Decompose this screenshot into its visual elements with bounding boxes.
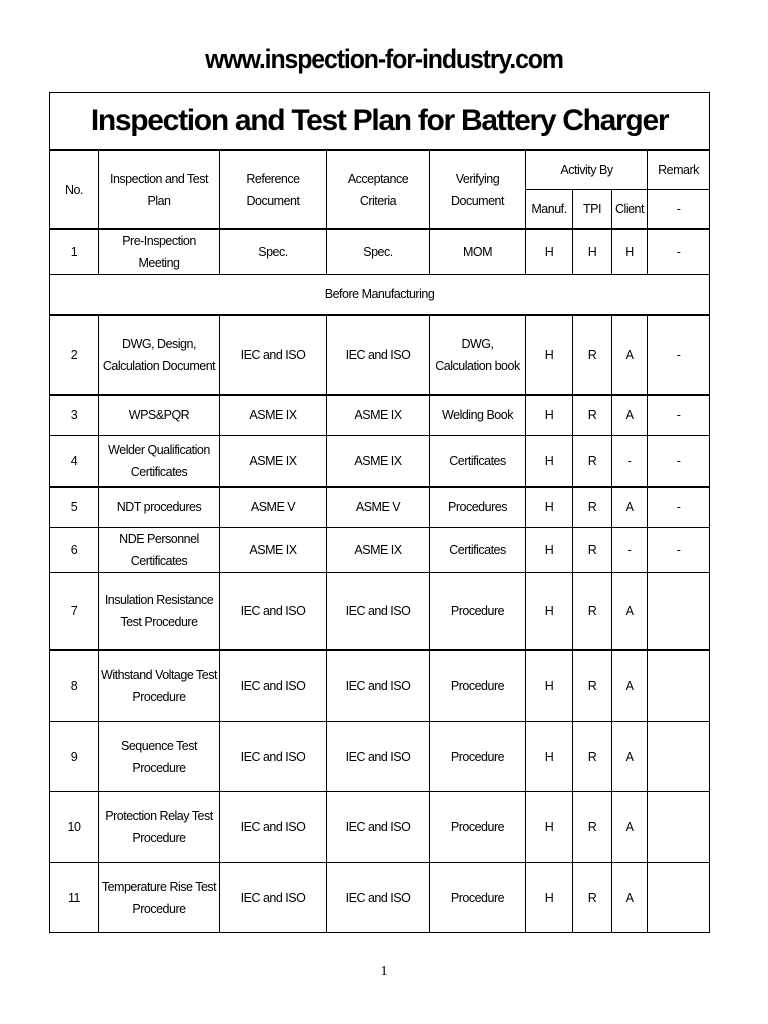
cell-ref: ASME IX	[220, 395, 327, 436]
cell-tpi: R	[573, 722, 612, 792]
header-verifying-document: Verifying Document	[430, 150, 526, 229]
cell-acc: ASME IX	[327, 395, 430, 436]
cell-ver: Welding Book	[430, 395, 526, 436]
cell-remark: -	[648, 395, 710, 436]
cell-acc: IEC and ISO	[327, 315, 430, 395]
cell-no: 5	[50, 487, 99, 528]
cell-client: A	[612, 650, 648, 722]
cell-client: -	[612, 436, 648, 487]
cell-client: A	[612, 315, 648, 395]
header-reference-document: Reference Document	[220, 150, 327, 229]
cell-manuf: H	[526, 722, 573, 792]
cell-ver: Procedure	[430, 573, 526, 650]
cell-manuf: H	[526, 315, 573, 395]
cell-ver: Certificates	[430, 528, 526, 573]
cell-manuf: H	[526, 792, 573, 863]
cell-manuf: H	[526, 395, 573, 436]
cell-itp: Withstand Voltage Test Procedure	[99, 650, 220, 722]
cell-client: A	[612, 722, 648, 792]
cell-client: A	[612, 863, 648, 933]
cell-client: A	[612, 792, 648, 863]
table-row	[50, 722, 710, 792]
header-tpi: TPI	[573, 189, 612, 229]
cell-no: 9	[50, 722, 99, 792]
cell-no: 11	[50, 863, 99, 933]
cell-manuf: H	[526, 487, 573, 528]
cell-itp: DWG, Design, Calculation Document	[99, 315, 220, 395]
cell-manuf: H	[526, 573, 573, 650]
cell-tpi: R	[573, 650, 612, 722]
cell-itp: NDT procedures	[99, 487, 220, 528]
header-remark: Remark	[648, 150, 710, 189]
cell-itp: Pre-Inspection Meeting	[99, 229, 220, 275]
section-row	[50, 275, 710, 315]
cell-no: 3	[50, 395, 99, 436]
section-label: Before Manufacturing	[50, 275, 710, 315]
cell-acc: IEC and ISO	[327, 792, 430, 863]
cell-no: 4	[50, 436, 99, 487]
cell-ref: IEC and ISO	[220, 650, 327, 722]
cell-itp: WPS&PQR	[99, 395, 220, 436]
cell-tpi: R	[573, 792, 612, 863]
cell-ref: ASME IX	[220, 436, 327, 487]
table-row	[50, 395, 710, 436]
cell-acc: IEC and ISO	[327, 722, 430, 792]
cell-no: 8	[50, 650, 99, 722]
cell-manuf: H	[526, 650, 573, 722]
cell-ver: Procedure	[430, 650, 526, 722]
cell-manuf: H	[526, 229, 573, 275]
cell-ref: IEC and ISO	[220, 792, 327, 863]
table-row	[50, 528, 710, 573]
cell-client: A	[612, 487, 648, 528]
cell-ref: IEC and ISO	[220, 315, 327, 395]
cell-acc: ASME IX	[327, 436, 430, 487]
cell-ver: Procedures	[430, 487, 526, 528]
site-url: www.inspection-for-industry.com	[205, 44, 563, 74]
cell-acc: ASME IX	[327, 528, 430, 573]
cell-acc: IEC and ISO	[327, 573, 430, 650]
cell-acc: IEC and ISO	[327, 863, 430, 933]
cell-no: 7	[50, 573, 99, 650]
cell-ver: Procedure	[430, 792, 526, 863]
cell-remark	[648, 722, 710, 792]
cell-client: -	[612, 528, 648, 573]
cell-client: A	[612, 573, 648, 650]
cell-acc: Spec.	[327, 229, 430, 275]
header-no: No.	[50, 150, 99, 229]
cell-ref: IEC and ISO	[220, 863, 327, 933]
cell-itp: NDE Personnel Certificates	[99, 528, 220, 573]
cell-tpi: R	[573, 315, 612, 395]
page-number: 1	[380, 964, 388, 979]
table-row	[50, 863, 710, 933]
header-activity-by: Activity By	[526, 150, 648, 189]
header-itp: Inspection and Test Plan	[99, 150, 220, 229]
cell-ref: IEC and ISO	[220, 722, 327, 792]
cell-client: H	[612, 229, 648, 275]
header-acceptance-criteria: Acceptance Criteria	[327, 150, 430, 229]
table-row	[50, 573, 710, 650]
cell-no: 2	[50, 315, 99, 395]
cell-manuf: H	[526, 863, 573, 933]
cell-no: 1	[50, 229, 99, 275]
cell-ref: Spec.	[220, 229, 327, 275]
cell-remark: -	[648, 229, 710, 275]
cell-manuf: H	[526, 436, 573, 487]
cell-client: A	[612, 395, 648, 436]
cell-acc: ASME V	[327, 487, 430, 528]
cell-tpi: R	[573, 487, 612, 528]
header-remark-sub: -	[648, 189, 710, 229]
cell-tpi: R	[573, 528, 612, 573]
cell-remark	[648, 792, 710, 863]
cell-ver: MOM	[430, 229, 526, 275]
cell-itp: Sequence Test Procedure	[99, 722, 220, 792]
table-row	[50, 792, 710, 863]
header-client: Client	[612, 189, 648, 229]
table-row	[50, 436, 710, 487]
cell-ref: ASME IX	[220, 528, 327, 573]
cell-ver: Procedure	[430, 863, 526, 933]
page-title: Inspection and Test Plan for Battery Charger	[50, 93, 710, 151]
cell-tpi: R	[573, 395, 612, 436]
cell-acc: IEC and ISO	[327, 650, 430, 722]
cell-tpi: R	[573, 436, 612, 487]
cell-remark	[648, 863, 710, 933]
cell-tpi: H	[573, 229, 612, 275]
cell-remark	[648, 573, 710, 650]
cell-ref: IEC and ISO	[220, 573, 327, 650]
cell-remark	[648, 650, 710, 722]
header-manuf: Manuf.	[526, 189, 573, 229]
table-row	[50, 315, 710, 395]
cell-manuf: H	[526, 528, 573, 573]
cell-no: 10	[50, 792, 99, 863]
cell-itp: Insulation Resistance Test Procedure	[99, 573, 220, 650]
cell-remark: -	[648, 528, 710, 573]
cell-tpi: R	[573, 863, 612, 933]
cell-tpi: R	[573, 573, 612, 650]
header-row	[50, 150, 710, 189]
cell-itp: Temperature Rise Test Procedure	[99, 863, 220, 933]
cell-ref: ASME V	[220, 487, 327, 528]
cell-ver: Procedure	[430, 722, 526, 792]
cell-ver: Certificates	[430, 436, 526, 487]
cell-ver: DWG, Calculation book	[430, 315, 526, 395]
table-row	[50, 487, 710, 528]
cell-itp: Welder Qualification Certificates	[99, 436, 220, 487]
cell-remark: -	[648, 487, 710, 528]
cell-remark: -	[648, 315, 710, 395]
table-row	[50, 650, 710, 722]
cell-itp: Protection Relay Test Procedure	[99, 792, 220, 863]
inspection-test-plan-table	[49, 92, 710, 933]
title-row	[50, 93, 710, 151]
table-row	[50, 229, 710, 275]
cell-no: 6	[50, 528, 99, 573]
cell-remark: -	[648, 436, 710, 487]
